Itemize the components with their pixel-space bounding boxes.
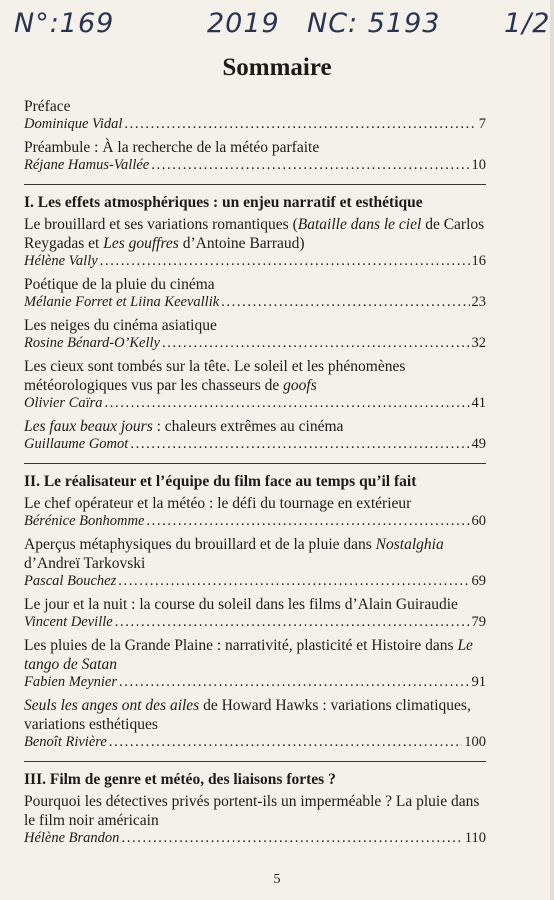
entry-title: Seuls les anges ont des ailes de Howard Hawks : variations climatiques, variations esthétiques	[24, 697, 471, 733]
dot-leader	[162, 335, 470, 352]
entry-author-line	[24, 395, 486, 412]
entry-author: Mélanie Forret et Liina Keevallik	[24, 294, 220, 310]
entry-author: Benoît Rivière	[24, 734, 107, 750]
toc-entry	[24, 357, 486, 412]
entry-author-line	[24, 830, 486, 847]
page-number: 5	[273, 872, 281, 887]
entry-page-number: 91	[471, 674, 486, 690]
dot-leader	[109, 734, 462, 751]
dot-leader	[221, 294, 469, 311]
handwritten-year: 2019	[207, 8, 280, 39]
entry-author: Bérénice Bonhomme	[24, 513, 145, 529]
entry-title: Les pluies de la Grande Plaine : narrativité, plasticité et Histoire dans Le tango de Satan	[24, 637, 473, 673]
section-heading: I. Les effets atmosphériques : un enjeu narratif et esthétique	[24, 184, 486, 212]
toc-entry	[24, 215, 486, 270]
toc-entry	[24, 595, 486, 631]
entry-author-line	[24, 614, 486, 631]
entry-author: Hélène Vally	[24, 253, 98, 269]
entry-author: Pascal Bouchez	[24, 573, 117, 589]
entry-author-line	[24, 734, 486, 751]
entry-title: Le jour et la nuit : la course du soleil dans les films d’Alain Guiraudie	[24, 596, 458, 613]
entry-page-number: 7	[478, 116, 486, 132]
dot-leader	[115, 614, 470, 631]
toc-entry	[24, 636, 486, 691]
table-of-contents	[24, 97, 486, 852]
toc-entry	[24, 138, 486, 174]
entry-page-number: 32	[471, 335, 486, 351]
page-edge	[550, 0, 554, 900]
dot-leader	[124, 116, 476, 133]
entry-author-line	[24, 294, 486, 311]
entry-page-number: 23	[471, 294, 486, 310]
dot-leader	[105, 395, 470, 412]
entry-title: Les cieux sont tombés sur la tête. Le soleil et les phénomènes météorologiques vus par les chasseurs de goofs	[24, 358, 406, 394]
entry-author-line	[24, 573, 486, 590]
entry-page-number: 110	[464, 830, 486, 846]
section-heading: II. Le réalisateur et l’équipe du film face au temps qu’il fait	[24, 463, 486, 491]
entry-author-line	[24, 157, 486, 174]
dot-leader	[100, 253, 470, 270]
toc-entry	[24, 696, 486, 751]
entry-title: Préambule : À la recherche de la météo parfaite	[24, 139, 320, 156]
dot-leader	[130, 436, 469, 453]
handwritten-nc-number: NC: 5193	[307, 8, 441, 39]
toc-entry	[24, 792, 486, 847]
entry-author-line	[24, 513, 486, 530]
toc-entry	[24, 275, 486, 311]
entry-author-line	[24, 116, 486, 133]
entry-author-line	[24, 674, 486, 691]
toc-entry	[24, 97, 486, 133]
entry-page-number: 49	[471, 436, 486, 452]
entry-page-number: 79	[471, 614, 486, 630]
entry-title: Les neiges du cinéma asiatique	[24, 317, 217, 334]
dot-leader	[119, 674, 469, 691]
entry-author-line	[24, 436, 486, 453]
entry-author-line	[24, 335, 486, 352]
entry-page-number: 41	[471, 395, 486, 411]
entry-title: Les faux beaux jours : chaleurs extrêmes au cinéma	[24, 418, 344, 435]
entry-title: Poétique de la pluie du cinéma	[24, 276, 215, 293]
entry-author: Hélène Brandon	[24, 830, 120, 846]
toc-entry	[24, 535, 486, 590]
dot-leader	[146, 513, 469, 530]
entry-title: Pourquoi les détectives privés portent-ils un imperméable ? La pluie dans le film noir américain	[24, 793, 480, 829]
entry-author: Olivier Caïra	[24, 395, 103, 411]
entry-page-number: 10	[471, 157, 486, 173]
entry-author: Dominique Vidal	[24, 116, 123, 132]
handwritten-issue-number: N°:169	[14, 8, 115, 39]
entry-author: Rosine Bénard-O’Kelly	[24, 335, 160, 351]
entry-author: Réjane Hamus-Vallée	[24, 157, 150, 173]
entry-page-number: 60	[471, 513, 486, 529]
entry-author: Fabien Meynier	[24, 674, 118, 690]
dot-leader	[151, 157, 469, 174]
dot-leader	[121, 830, 462, 847]
page-title: Sommaire	[222, 54, 332, 81]
toc-entry	[24, 316, 486, 352]
entry-title: Préface	[24, 98, 71, 115]
toc-entry	[24, 494, 486, 530]
entry-page-number: 100	[464, 734, 486, 750]
entry-title: Aperçus métaphysiques du brouillard et de la pluie dans Nostalghia d’Andreï Tarkovski	[24, 536, 444, 572]
section-heading: III. Film de genre et météo, des liaisons fortes ?	[24, 761, 486, 789]
handwritten-fraction: 1/2	[504, 8, 551, 39]
entry-page-number: 69	[471, 573, 486, 589]
toc-entry	[24, 417, 486, 453]
entry-author: Guillaume Gomot	[24, 436, 129, 452]
entry-page-number: 16	[471, 253, 486, 269]
entry-title: Le brouillard et ses variations romantiques (Bataille dans le ciel de Carlos Reygadas et Les gouffres d’Antoine Barraud)	[24, 216, 485, 252]
entry-title: Le chef opérateur et la météo : le défi du tournage en extérieur	[24, 495, 412, 512]
dot-leader	[118, 573, 469, 590]
entry-author-line	[24, 253, 486, 270]
entry-author: Vincent Deville	[24, 614, 113, 630]
